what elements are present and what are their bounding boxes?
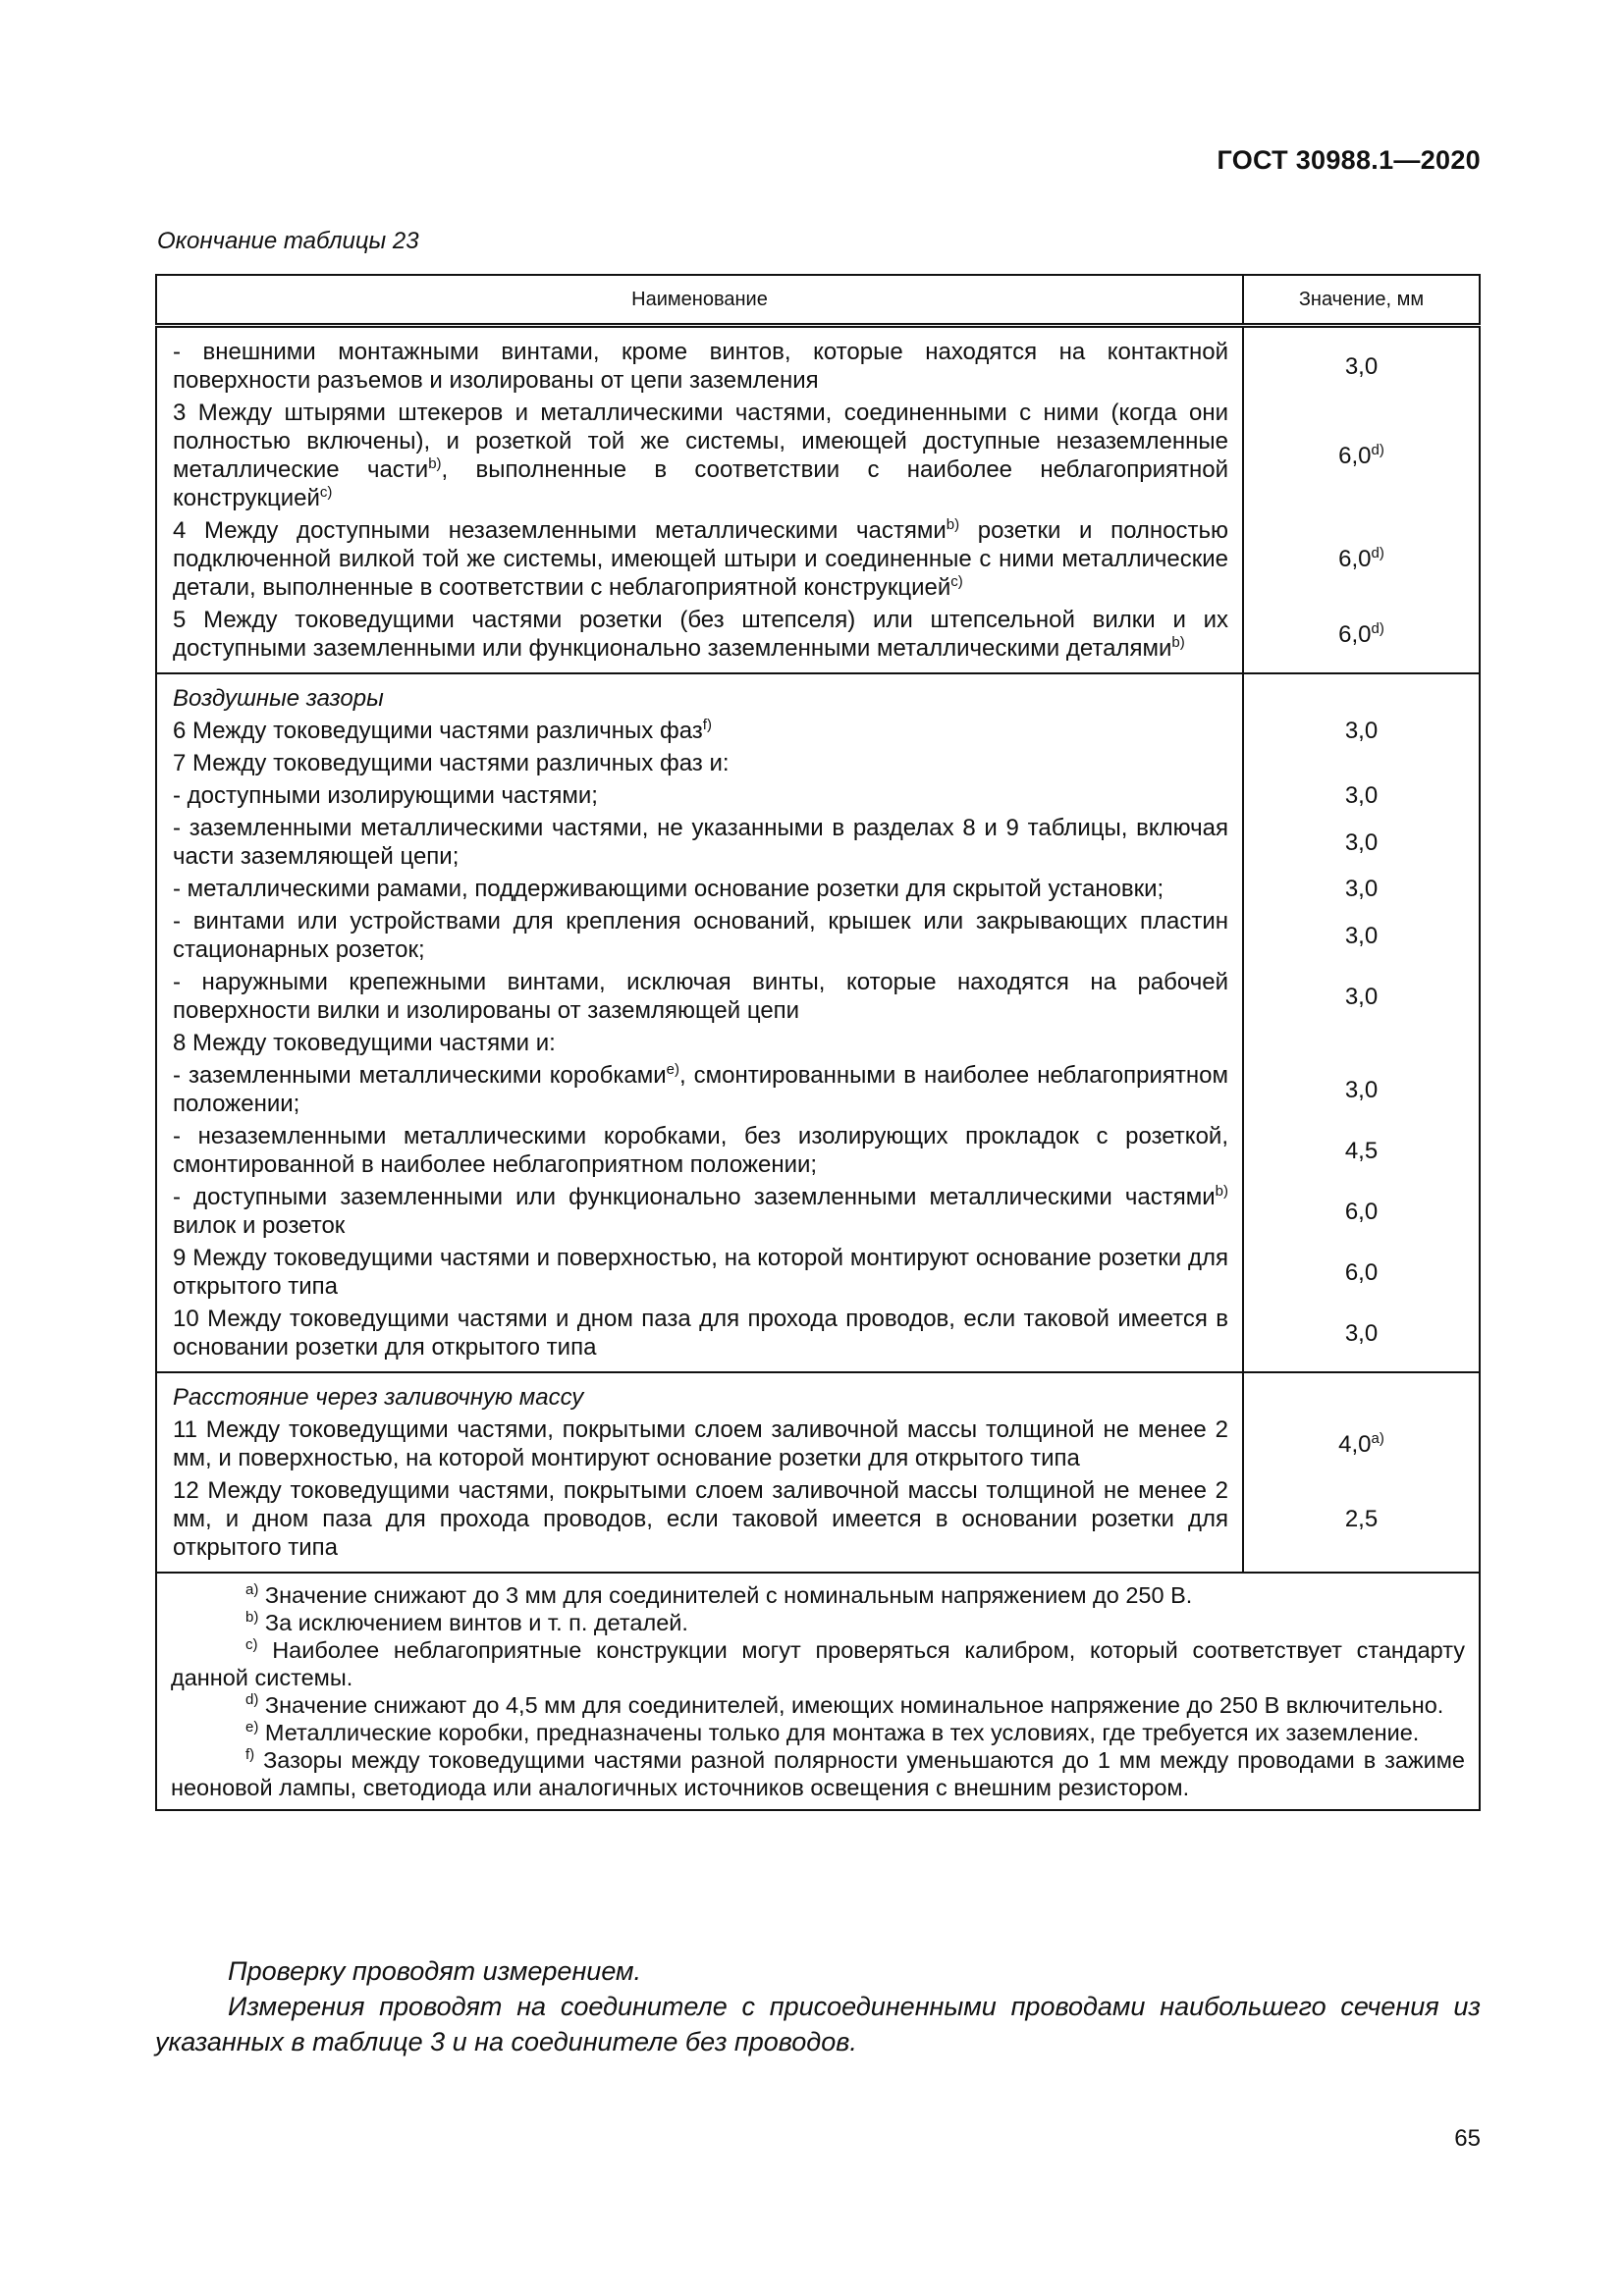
table-notes	[156, 1573, 1480, 1810]
table-row	[156, 747, 1480, 779]
table-row	[156, 1120, 1480, 1181]
table-row	[156, 966, 1480, 1027]
row-text: 4 Между доступными незаземленными металлическими частями$^{b)}$ розетки и полностью подключенной вилкой той же системы, имеющей штыри и соединенные с ними металлические детали, выполненные в соответствии с неблагоприятной конструкцией$^{c)}$	[156, 514, 1243, 604]
table-row	[156, 604, 1480, 673]
row-value: 6,0	[1243, 1242, 1480, 1303]
row-text: - заземленными металлическими частями, не указанными в разделах 8 и 9 таблицы, включая части заземляющей цепи;	[156, 812, 1243, 873]
row-text: 3 Между штырями штекеров и металлическими частями, соединенными с ними (когда они полностью включены), и розеткой той же системы, имеющей доступные незаземленные металлические части$^{b)}$, выполненные в соответствии с наиболее неблагоприятной конструкцией$^{c)}$	[156, 397, 1243, 514]
footnote-ref: b)	[1215, 1183, 1228, 1200]
row-value: 3,0	[1243, 812, 1480, 873]
row-value: 6,0$^{d)}$	[1243, 397, 1480, 514]
row-value: 3,0	[1243, 1059, 1480, 1120]
closing-paragraph: Проверку проводят измерением.	[228, 1956, 642, 1986]
footnote-ref: c)	[319, 484, 333, 501]
section-header-row	[156, 673, 1480, 715]
footnote-mark: e)	[245, 1719, 259, 1735]
footnote-ref: d)	[1371, 619, 1384, 637]
table-row	[156, 1303, 1480, 1372]
row-text: 8 Между токоведущими частями и:	[156, 1027, 1243, 1059]
footnote-ref: b)	[1171, 634, 1185, 651]
footnote-ref: c)	[950, 573, 963, 590]
row-text: 5 Между токоведущими частями розетки (без штепселя) или штепсельной вилки и их доступными заземленными или функционально заземленными металлическими деталями$^{b)}$	[156, 604, 1243, 673]
row-text: 12 Между токоведущими частями, покрытыми слоем заливочной массы толщиной не менее 2 мм, и дном паза для прохода проводов, если таковой имеется в основании розетки для открытого типа	[156, 1474, 1243, 1573]
table-row	[156, 779, 1480, 812]
section-title-potting: Расстояние через заливочную массу	[156, 1372, 1243, 1414]
footnote-mark: a)	[245, 1581, 259, 1598]
footnote: $^{d)}$ Значение снижают до 4,5 мм для соединителей, имеющих номинальное напряжение до 250 В включительно.	[245, 1691, 1444, 1718]
row-value: 6,0	[1243, 1181, 1480, 1242]
footnote-mark: c)	[245, 1636, 258, 1653]
footnote-ref: f)	[702, 717, 712, 733]
row-value: 3,0	[1243, 326, 1480, 398]
notes-row	[156, 1573, 1480, 1810]
closing-text	[155, 1953, 1481, 2059]
footnote-mark: f)	[245, 1746, 255, 1763]
footnote: $^{f)}$ Зазоры между токоведущими частями разной полярности уменьшаются до 1 мм между проводами в зажиме неоновой лампы, светодиода или аналогичных источников освещения с внешним резистором.	[171, 1746, 1465, 1800]
table-row	[156, 514, 1480, 604]
footnote-mark: b)	[245, 1609, 259, 1626]
footnote: $^{b)}$ За исключением винтов и т. п. деталей.	[245, 1609, 688, 1635]
footnote: $^{a)}$ Значение снижают до 3 мм для соединителей с номинальным напряжением до 250 В.	[245, 1581, 1193, 1608]
table-row	[156, 812, 1480, 873]
table-row	[156, 873, 1480, 905]
row-value: 3,0	[1243, 905, 1480, 966]
row-value: 4,0$^{a)}$	[1243, 1414, 1480, 1474]
table-row	[156, 715, 1480, 747]
row-text: - доступными заземленными или функционально заземленными металлическими частями$^{b)}$ вилок и розеток	[156, 1181, 1243, 1242]
row-text: 9 Между токоведущими частями и поверхностью, на которой монтируют основание розетки для открытого типа	[156, 1242, 1243, 1303]
table-header-row	[156, 275, 1480, 326]
standard-designation: ГОСТ 30988.1—2020	[1217, 145, 1481, 175]
row-value: 6,0$^{d)}$	[1243, 514, 1480, 604]
footnote: $^{e)}$ Металлические коробки, предназначены только для монтажа в тех условиях, где требуется их заземление.	[245, 1719, 1420, 1745]
footnote: $^{c)}$ Наиболее неблагоприятные конструкции могут проверяться калибром, который соответствует стандарту данной системы.	[171, 1636, 1465, 1690]
row-value: 4,5	[1243, 1120, 1480, 1181]
row-text: - внешними монтажными винтами, кроме винтов, которые находятся на контактной поверхности разъемов и изолированы от цепи заземления	[156, 326, 1243, 398]
row-text: 11 Между токоведущими частями, покрытыми слоем заливочной массы толщиной не менее 2 мм, и поверхностью, на которой монтируют основание розетки для открытого типа	[156, 1414, 1243, 1474]
row-text: - незаземленными металлическими коробками, без изолирующих прокладок с розеткой, смонтированной в наиболее неблагоприятном положении;	[156, 1120, 1243, 1181]
table-caption: Окончание таблицы 23	[157, 228, 419, 254]
row-value: 3,0	[1243, 1303, 1480, 1372]
footnote-ref: b)	[946, 516, 960, 533]
table-row	[156, 1414, 1480, 1474]
row-text: - заземленными металлическими коробками$^{e)}$, смонтированными в наиболее неблагоприятном положении;	[156, 1059, 1243, 1120]
row-text: - металлическими рамами, поддерживающими основание розетки для скрытой установки;	[156, 873, 1243, 905]
row-text: 6 Между токоведущими частями различных фаз$^{f)}$	[156, 715, 1243, 747]
table-row	[156, 1242, 1480, 1303]
footnote-ref: a)	[1371, 1429, 1384, 1447]
row-text: 10 Между токоведущими частями и дном паза для прохода проводов, если таковой имеется в основании розетки для открытого типа	[156, 1303, 1243, 1372]
footnote-ref: b)	[428, 455, 442, 472]
row-text: - винтами или устройствами для крепления оснований, крышек или закрывающих пластин стационарных розеток;	[156, 905, 1243, 966]
column-header-name: Наименование	[156, 275, 1243, 326]
row-value: 3,0	[1243, 715, 1480, 747]
row-value: 3,0	[1243, 966, 1480, 1027]
row-value: 6,0$^{d)}$	[1243, 604, 1480, 673]
row-value: 2,5	[1243, 1474, 1480, 1573]
table-row	[156, 397, 1480, 514]
footnote-ref: e)	[666, 1061, 679, 1078]
row-value: 3,0	[1243, 779, 1480, 812]
footnote-mark: d)	[245, 1691, 259, 1708]
table-row	[156, 326, 1480, 398]
table-row	[156, 1181, 1480, 1242]
table-row	[156, 1059, 1480, 1120]
column-header-value: Значение, мм	[1243, 275, 1480, 326]
table-row	[156, 1474, 1480, 1573]
page-number: 65	[1454, 2125, 1481, 2152]
footnote-ref: d)	[1371, 441, 1384, 458]
footnote-ref: d)	[1371, 545, 1384, 561]
clearance-table	[155, 274, 1481, 1811]
section-title-air-gaps: Воздушные зазоры	[156, 673, 1243, 715]
closing-paragraph: Измерения проводят на соединителе с присоединенными проводами наибольшего сечения из указанных в таблице 3 и на соединителе без проводов.	[155, 1992, 1481, 2056]
table-row	[156, 1027, 1480, 1059]
row-text: - наружными крепежными винтами, исключая винты, которые находятся на рабочей поверхности вилки и изолированы от заземляющей цепи	[156, 966, 1243, 1027]
table-row	[156, 905, 1480, 966]
row-text: 7 Между токоведущими частями различных фаз и:	[156, 747, 1243, 779]
section-header-row	[156, 1372, 1480, 1414]
row-text: - доступными изолирующими частями;	[156, 779, 1243, 812]
row-value: 3,0	[1243, 873, 1480, 905]
